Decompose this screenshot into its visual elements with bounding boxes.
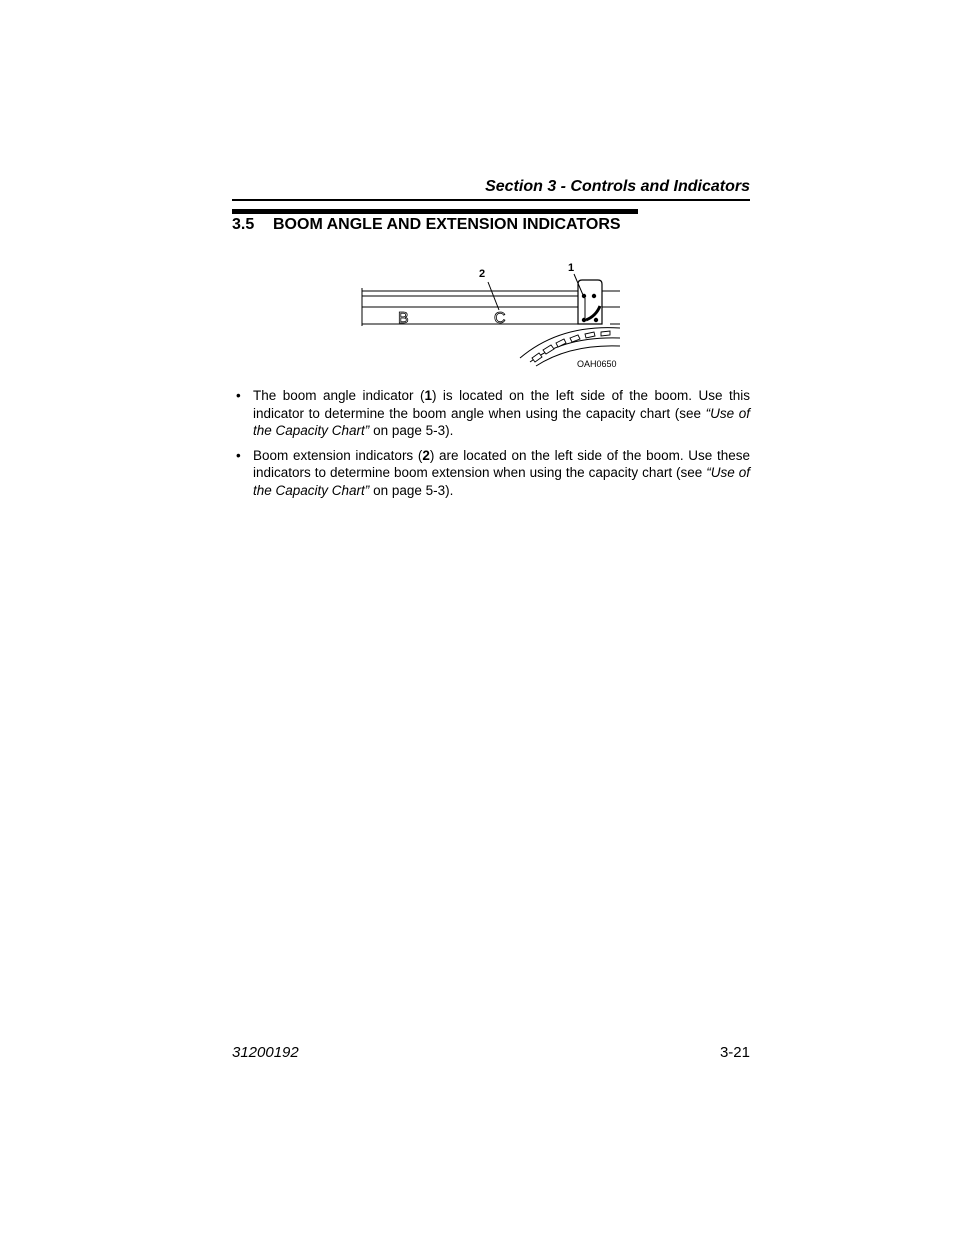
bullet-text: on page 5-3). xyxy=(369,423,454,438)
bullet-callout-ref: 2 xyxy=(422,447,430,463)
bullet-text: The boom angle indicator ( xyxy=(253,388,425,403)
boom-angle-indicator xyxy=(578,280,602,324)
callout-1: 1 xyxy=(568,262,575,274)
boom-extension-mark-b: B xyxy=(398,310,409,327)
heading-number: 3.5 xyxy=(232,216,255,233)
bullet-text: Boom extension indicators ( xyxy=(253,447,423,463)
cross-reference: “Use of the Capacity Chart” xyxy=(253,405,750,438)
callout-2: 2 xyxy=(479,268,486,280)
footer-page-number: 3-21 xyxy=(719,1044,750,1061)
boom-extension-mark-c: C xyxy=(494,310,506,327)
bullet-text: ) is located on the left side of the boom. Use this indicator to determine the boom angle when using the capacity chart (see xyxy=(253,388,750,421)
section-heading xyxy=(232,215,750,235)
list-item xyxy=(232,387,750,440)
cross-reference: “Use of the Capacity Chart” xyxy=(253,465,751,498)
heading-bar xyxy=(232,209,638,214)
footer-doc-number: 31200192 xyxy=(232,1044,299,1061)
boom-indicator-figure xyxy=(360,258,622,372)
bullet-text: on page 5-3). xyxy=(369,482,454,498)
bullet-list xyxy=(232,387,750,506)
bullet-text: ) are located on the left side of the boom. Use these indicators to determine boom extension when using the capacity chart (see xyxy=(253,447,750,480)
heading-title: BOOM ANGLE AND EXTENSION INDICATORS xyxy=(273,216,621,233)
list-item xyxy=(232,447,750,500)
section-header: Section 3 - Controls and Indicators xyxy=(485,178,750,195)
bullet-dot: • xyxy=(236,388,241,403)
bullet-dot: • xyxy=(236,447,241,463)
figure-id: OAH0650 xyxy=(577,359,617,369)
bullet-callout-ref: 1 xyxy=(424,388,432,403)
header-rule xyxy=(232,199,750,201)
